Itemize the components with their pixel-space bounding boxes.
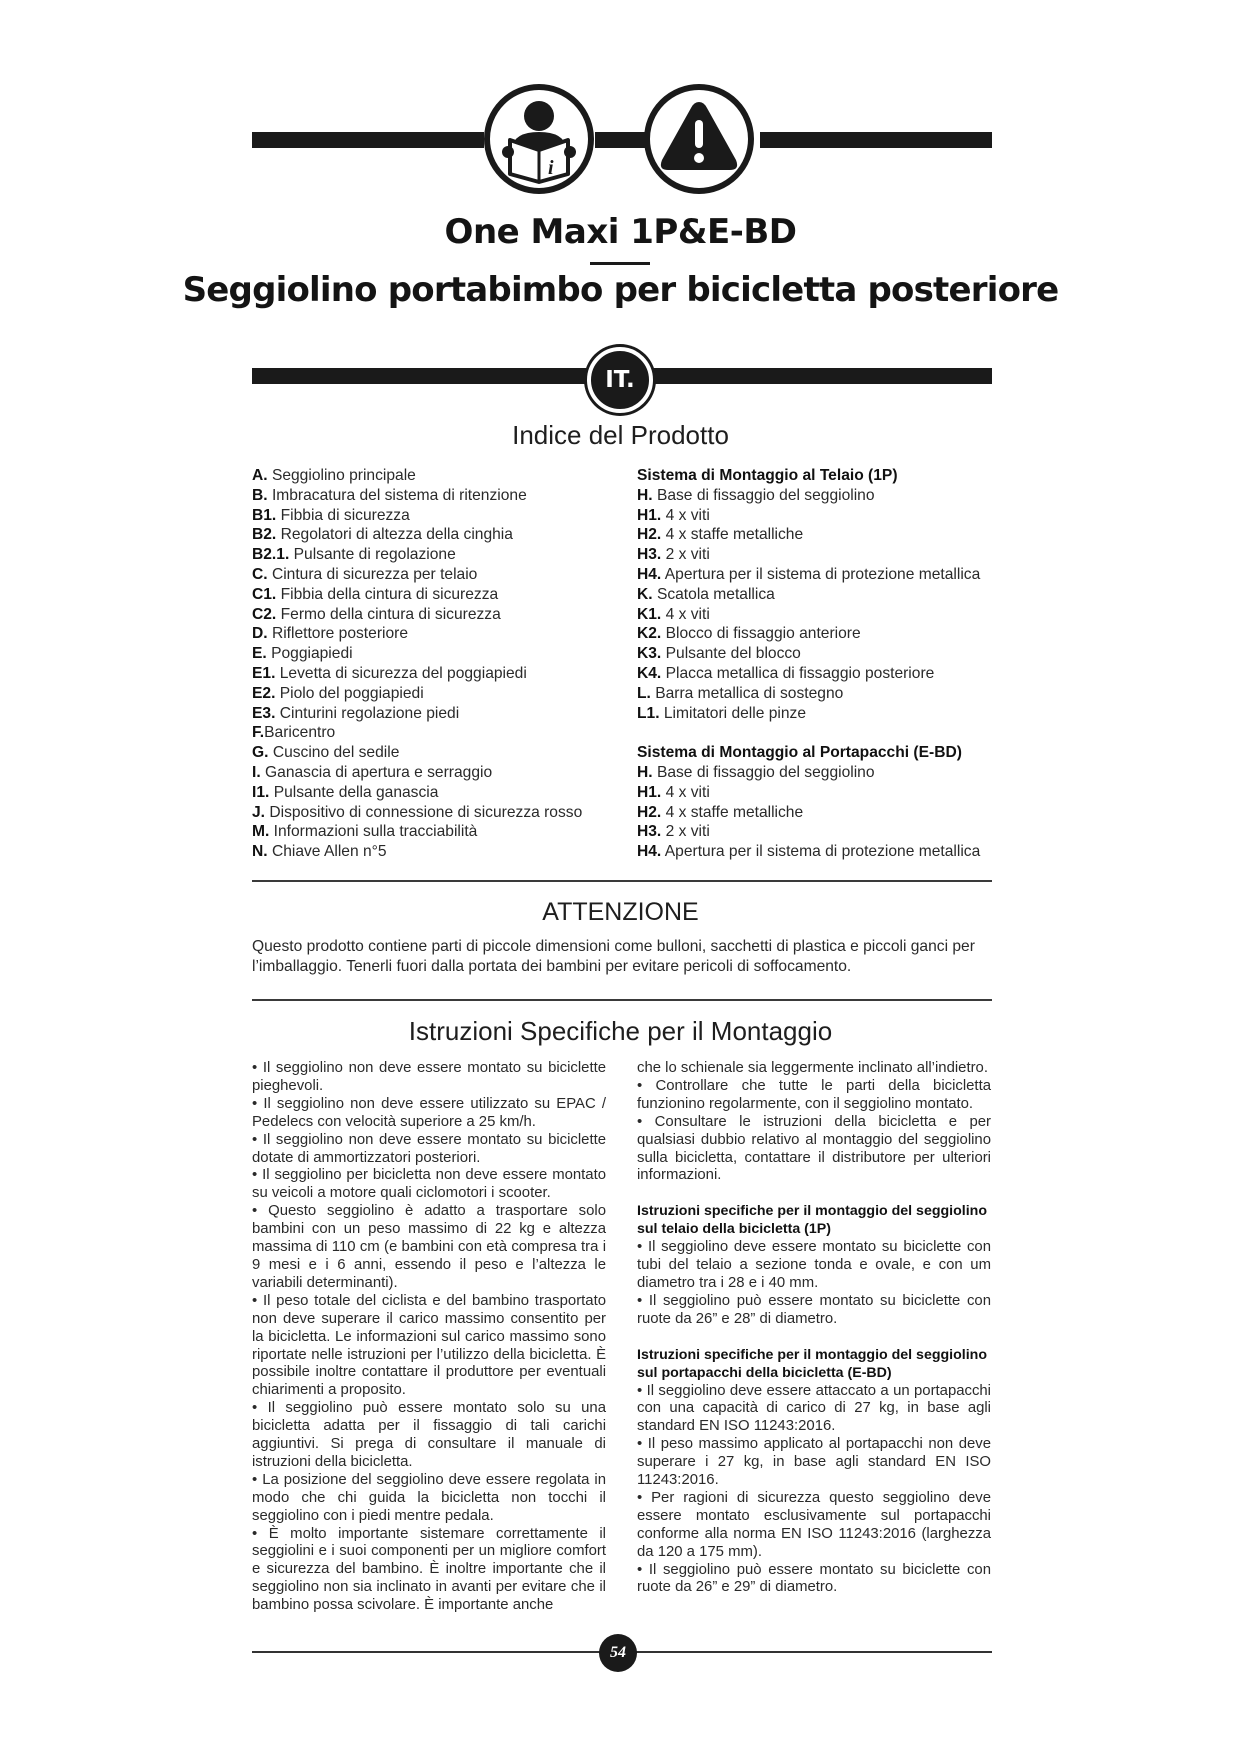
index-item: H4. Apertura per il sistema di protezione metallica — [637, 843, 981, 861]
language-badge: IT. — [587, 347, 653, 413]
divider — [252, 999, 992, 1001]
index-item: E. Poggiapiedi — [252, 645, 353, 663]
instruction-item: • Il peso totale del ciclista e del bambino trasportato non deve superare il carico massimo consentito per la bicicletta. Le informazioni sul carico massimo sono riportate nelle istruzioni per l’utilizzo della bicicletta. È possibile inoltre contattare il produttore per eventuali chiarimenti a proposito. — [252, 1292, 606, 1399]
instruction-item: che lo schienale sia leggermente inclinato all’indietro. — [637, 1060, 988, 1076]
index-item: J. Dispositivo di connessione di sicurezza rosso — [252, 803, 583, 821]
warning-icon — [644, 84, 754, 194]
index-item: H1. 4 x viti — [637, 783, 710, 801]
frame-system-heading: Sistema di Montaggio al Telaio (1P) — [637, 467, 898, 484]
instruction-item: • Il peso massimo applicato al portapacchi non deve superare i 27 kg, in base agli standard EN ISO 11243:2016. — [637, 1436, 991, 1489]
header-bar-middle — [595, 132, 647, 148]
index-item: I. Ganascia di apertura e serraggio — [252, 763, 493, 781]
index-item: H3. 2 x viti — [637, 546, 710, 564]
instruction-item: • Il seggiolino non deve essere montato su biciclette pieghevoli. — [252, 1060, 606, 1094]
divider — [252, 880, 992, 882]
read-manual-icon — [484, 84, 594, 194]
index-left-column — [252, 466, 612, 862]
instruction-item: • Il seggiolino deve essere attaccato a un portapacchi con una capacità di carico di 27 kg, in base agli standard EN ISO 11243:2016. — [637, 1382, 991, 1435]
index-item: E1. Levetta di sicurezza del poggiapiedi — [252, 664, 527, 682]
index-item: H4. Apertura per il sistema di protezione metallica — [637, 565, 981, 583]
index-item: E3. Cinturini regolazione piedi — [252, 704, 460, 722]
instructions-left-column — [252, 1060, 606, 1615]
instruction-item: • Questo seggiolino è adatto a trasportare solo bambini con un peso massimo di 22 kg e altezza massima di 110 cm (e bambini con età compresa tra i 9 mesi e i 6 anni, essendo il peso e l’altezza le variabili determinanti). — [252, 1203, 606, 1291]
instruction-item: • Il seggiolino può essere montato su biciclette con ruote da 26” e 29” di diametro. — [637, 1561, 991, 1596]
title-underline — [590, 262, 650, 265]
index-item: H3. 2 x viti — [637, 823, 710, 841]
index-item: K1. 4 x viti — [637, 605, 710, 623]
index-item: E2. Piolo del poggiapiedi — [252, 684, 424, 702]
index-item: B. Imbracatura del sistema di ritenzione — [252, 486, 527, 504]
index-item: F.Baricentro — [252, 724, 336, 742]
instruction-item: • Controllare che tutte le parti della bicicletta funzionino regolarmente, con il seggiolino montato. — [637, 1077, 991, 1112]
instruction-item: • È molto importante sistemare correttamente il seggiolini e i suoi componenti per un migliore comfort e sicurezza del bambino. È inoltre importante che il seggiolino non sia inclinato in avanti per evitare che il bambino possa scivolare. È importante anche — [252, 1525, 606, 1614]
index-item: G. Cuscino del sedile — [252, 744, 400, 762]
index-item: D. Riflettore posteriore — [252, 625, 409, 643]
index-item: H2. 4 x staffe metalliche — [637, 803, 804, 821]
instructions-title: Istruzioni Specifiche per il Montaggio — [408, 1016, 833, 1046]
rack-instructions-heading: Istruzioni specifiche per il montaggio del seggiolino sul portapacchi della bicicletta (E-BD) — [637, 1346, 987, 1381]
instruction-item: • Per ragioni di sicurezza questo seggiolino deve essere montato esclusivamente sul portapacchi conforme alla norma EN ISO 11243:2016 (larghezza da 120 a 175 mm). — [637, 1489, 991, 1560]
index-item: L. Barra metallica di sostegno — [637, 684, 844, 702]
index-item: K2. Blocco di fissaggio anteriore — [637, 625, 861, 643]
instruction-item: • Il seggiolino deve essere montato su biciclette con tubi del telaio a sezione tonda e ovale, e con um diametro tra i 28 e i 40 mm. — [637, 1239, 991, 1291]
index-item: K3. Pulsante del blocco — [637, 645, 801, 663]
index-title: Indice del Prodotto — [512, 420, 729, 450]
index-item: H. Base di fissaggio del seggiolino — [637, 486, 875, 504]
warning-text: Questo prodotto contiene parti di piccole dimensioni come bulloni, sacchetti di plastica e piccoli ganci per l’imballaggio. Tenerli fuori dalla portata dei bambini per evitare pericoli di soffocamento. — [252, 938, 975, 975]
index-item: C. Cintura di sicurezza per telaio — [252, 565, 478, 583]
index-item: H1. 4 x viti — [637, 506, 710, 524]
index-item: B2. Regolatori di altezza della cinghia — [252, 526, 513, 544]
instructions-right-column — [637, 1060, 991, 1597]
instruction-item: • Il seggiolino non deve essere utilizzato su EPAC / Pedelecs con velocità superiore a 25 km/h. — [252, 1095, 606, 1130]
product-name: One Maxi 1P&E-BD — [444, 212, 797, 252]
index-item: A. Seggiolino principale — [252, 467, 416, 484]
index-item: K. Scatola metallica — [637, 585, 775, 603]
index-item: L1. Limitatori delle pinze — [637, 704, 807, 722]
instruction-item: • Il seggiolino può essere montato su biciclette con ruote da 26” e 28” di diametro. — [637, 1292, 991, 1327]
index-item: M. Informazioni sulla tracciabilità — [252, 823, 478, 841]
page-number: 54 — [599, 1634, 637, 1672]
instruction-item: • La posizione del seggiolino deve essere regolata in modo che chi guida la bicicletta non tocchi il seggiolino con i piedi mentre pedala. — [252, 1471, 606, 1524]
instruction-item: • Il seggiolino può essere montato solo su una bicicletta adatta per il fissaggio di tali carichi aggiuntivi. Si prega di consultare il manuale di istruzioni della bicicletta. — [252, 1400, 606, 1470]
index-item: H. Base di fissaggio del seggiolino — [637, 763, 875, 781]
frame-instructions-heading: Istruzioni specifiche per il montaggio del seggiolino sul telaio della bicicletta (1P) — [637, 1203, 987, 1238]
header-bar-left — [252, 132, 484, 148]
index-item: H2. 4 x staffe metalliche — [637, 526, 804, 544]
index-item: B1. Fibbia di sicurezza — [252, 506, 410, 524]
index-item: B2.1. Pulsante di regolazione — [252, 546, 456, 564]
instruction-item: • Il seggiolino per bicicletta non deve essere montato su veicoli a motore quali ciclomotori i scooter. — [252, 1167, 606, 1202]
warning-title: ATTENZIONE — [542, 898, 699, 926]
index-item: K4. Placca metallica di fissaggio posteriore — [637, 664, 935, 682]
svg-text:i: i — [548, 157, 554, 179]
index-item: C1. Fibbia della cintura di sicurezza — [252, 585, 499, 603]
index-right-column — [637, 466, 997, 862]
header-bar-right — [760, 132, 992, 148]
product-subtitle: Seggiolino portabimbo per bicicletta posteriore — [182, 270, 1059, 310]
instruction-item: • Il seggiolino non deve essere montato su biciclette dotate di ammortizzatori posteriori. — [252, 1131, 606, 1166]
index-item: N. Chiave Allen n°5 — [252, 843, 387, 861]
instruction-item: • Consultare le istruzioni della bicicletta e per qualsiasi dubbio relativo al montaggio del seggiolino sulla bicicletta, contattare il distributore per ulteriori informazioni. — [637, 1113, 991, 1184]
index-item: I1. Pulsante della ganascia — [252, 783, 439, 801]
rack-system-heading: Sistema di Montaggio al Portapacchi (E-BD) — [637, 744, 962, 762]
index-item: C2. Fermo della cintura di sicurezza — [252, 605, 501, 623]
